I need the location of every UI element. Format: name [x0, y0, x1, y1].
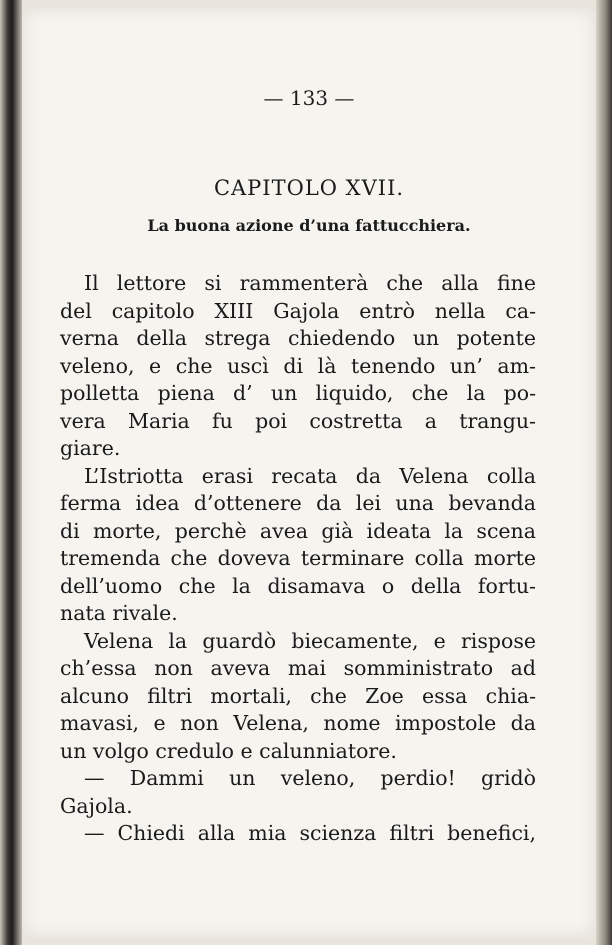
text-line: verna della strega chiedendo un potente: [60, 326, 536, 350]
text-line: Il lettore si rammenterà che alla fine: [84, 271, 536, 295]
text-line: nata rivale.: [60, 601, 178, 625]
chapter-subtitle: La buona azione d’una fattucchiera.: [147, 216, 471, 235]
text-line: vera Maria fu poi costretta a trangu-: [60, 408, 536, 433]
text-line: ferma idea d’ottenere da lei una bevanda: [60, 491, 536, 515]
book-binding-left-edge: [0, 0, 22, 945]
book-page: [22, 8, 596, 938]
text-line: dell’uomo che la disamava o della fortu-: [60, 573, 536, 598]
text-line: Velena la guardò biecamente, e rispose: [84, 628, 536, 653]
text-line: polletta piena d’ un liquido, che la po-: [60, 381, 536, 405]
text-line: Gajola.: [60, 793, 133, 818]
page-number: — 133 —: [263, 86, 355, 110]
text-line: L’Istriotta erasi recata da Velena colla: [84, 463, 536, 488]
text-line: del capitolo XIII Gajola entrò nella ca-: [60, 298, 536, 323]
text-line: un volgo credulo e calunniatore.: [60, 738, 397, 763]
text-line: veleno, e che uscì di là tenendo un’ am-: [60, 353, 536, 378]
text-line: di morte, perchè avea già ideata la scena: [60, 518, 536, 543]
text-line: ch’essa non aveva mai somministrato ad: [60, 656, 536, 680]
text-line: tremenda che doveva terminare colla morte: [60, 546, 536, 570]
text-line: giare.: [60, 436, 121, 460]
book-page-right-edge: [596, 0, 612, 945]
text-line: alcuno filtri mortali, che Zoe essa chia-: [60, 683, 536, 708]
text-line: — Chiedi alla mia scienza filtri benefici,: [84, 821, 536, 845]
chapter-title: CAPITOLO XVII.: [213, 176, 405, 200]
text-line: — Dammi un veleno, perdio! gridò: [84, 766, 536, 790]
body-text: [60, 270, 536, 848]
text-line: mavasi, e non Velena, nome impostole da: [60, 711, 536, 735]
